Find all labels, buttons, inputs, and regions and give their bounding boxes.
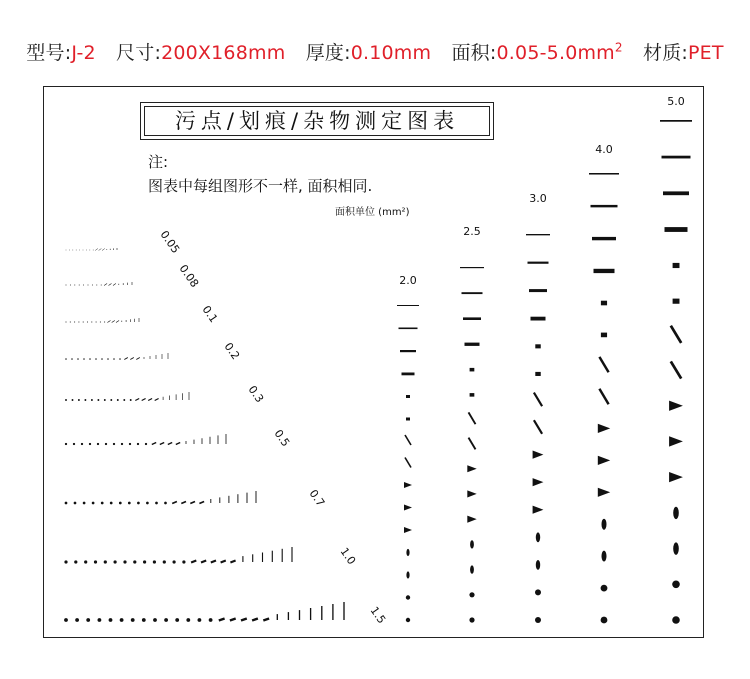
dot-mark — [406, 595, 410, 599]
slash-mark — [142, 399, 146, 401]
dot-mark — [469, 592, 474, 597]
bar-mark — [660, 120, 692, 122]
dot-mark — [65, 502, 68, 505]
dot-mark — [92, 285, 93, 286]
dot-mark — [83, 358, 85, 360]
dot-mark — [86, 250, 87, 251]
dot-mark — [406, 618, 410, 622]
dot-mark — [130, 399, 132, 401]
dot-mark — [78, 321, 79, 322]
ellipse-mark — [406, 571, 409, 578]
bar-mark — [402, 373, 415, 376]
dot-mark — [97, 399, 99, 401]
dot-mark — [96, 285, 97, 286]
slash-mark — [130, 358, 134, 360]
dot-mark — [71, 358, 73, 360]
dot-mark — [64, 618, 68, 622]
dot-mark — [601, 617, 608, 624]
dot-mark — [110, 399, 112, 401]
ellipse-mark — [602, 551, 607, 562]
bar-mark — [665, 227, 688, 232]
scratch-mark — [671, 326, 681, 343]
material-label: 材质: — [643, 42, 689, 64]
dot-mark — [74, 321, 75, 322]
triangle-mark — [669, 472, 683, 482]
slash-mark — [113, 284, 116, 286]
dot-mark — [469, 617, 474, 622]
slash-mark — [263, 619, 269, 621]
dot-mark — [91, 321, 92, 322]
dot-mark — [64, 560, 67, 563]
ellipse-mark — [602, 519, 607, 530]
ellipse-mark — [470, 540, 474, 548]
dot-mark — [81, 443, 83, 445]
material-value: PET — [688, 42, 724, 64]
slash-mark — [191, 561, 196, 563]
area-value: $0.05-5.0mm^2$ — [496, 40, 623, 64]
thickness-label: 厚度: — [305, 42, 351, 64]
slash-mark — [230, 619, 236, 621]
dot-mark — [66, 250, 67, 251]
square-mark — [601, 333, 607, 338]
dot-mark — [110, 502, 113, 505]
triangle-mark — [467, 516, 476, 523]
note-label: 注: — [148, 153, 169, 171]
size-label: 尺寸: — [116, 42, 162, 64]
dot-mark — [83, 502, 86, 505]
dot-mark — [101, 502, 104, 505]
bar-mark — [591, 205, 618, 207]
square-mark — [406, 395, 410, 398]
ellipse-mark — [470, 565, 474, 573]
square-mark — [406, 418, 410, 421]
scratch-mark — [599, 389, 608, 404]
dot-mark — [121, 443, 123, 445]
dot-mark — [74, 285, 75, 286]
ellipse-mark — [536, 532, 540, 542]
dot-mark — [119, 502, 122, 505]
dot-mark — [107, 358, 109, 360]
column-group-label: 2.5 — [463, 225, 481, 238]
ellipse-mark — [673, 542, 679, 554]
slash-mark — [104, 284, 107, 286]
triangle-mark — [533, 478, 544, 486]
slash-mark — [230, 561, 235, 563]
square-mark — [673, 263, 680, 268]
slash-mark — [168, 443, 172, 445]
dot-mark — [164, 502, 167, 505]
dot-mark — [153, 560, 156, 563]
dot-mark — [65, 321, 66, 322]
dot-mark — [104, 321, 105, 322]
dot-mark — [104, 560, 107, 563]
bar-mark — [526, 234, 550, 235]
dot-mark — [72, 250, 73, 251]
scratch-mark — [469, 412, 476, 424]
dot-mark — [114, 560, 117, 563]
model-label: 型号: — [26, 42, 72, 64]
triangle-mark — [598, 488, 610, 497]
bar-mark — [662, 156, 691, 159]
bar-mark — [663, 191, 689, 195]
dot-mark — [117, 399, 119, 401]
square-mark — [673, 299, 680, 304]
dot-mark — [74, 560, 77, 563]
dot-mark — [145, 443, 147, 445]
dot-mark — [88, 285, 89, 286]
slash-mark — [136, 358, 140, 360]
dot-mark — [76, 250, 77, 251]
square-mark — [535, 344, 540, 348]
dot-mark — [163, 560, 166, 563]
slash-mark — [124, 358, 128, 360]
diagonal-group-label: 0.3 — [245, 383, 267, 406]
scratch-mark — [405, 458, 411, 468]
ellipse-mark — [406, 549, 409, 556]
dot-mark — [133, 560, 136, 563]
bar-mark — [400, 350, 416, 352]
dot-mark — [137, 502, 140, 505]
dot-mark — [66, 285, 67, 286]
scratch-mark — [469, 438, 476, 450]
triangle-mark — [467, 490, 476, 497]
column-group-label: 2.0 — [399, 274, 417, 287]
triangle-mark — [404, 527, 412, 533]
dot-mark — [89, 250, 90, 251]
spec-header — [0, 38, 750, 65]
ellipse-mark — [536, 560, 540, 570]
diagonal-group-label: 0.08 — [176, 262, 202, 290]
dot-mark — [113, 358, 115, 360]
slash-mark — [201, 561, 206, 563]
diagonal-group-label: 1.0 — [337, 545, 359, 568]
slash-mark — [219, 619, 225, 621]
scratch-mark — [534, 420, 542, 434]
dot-mark — [101, 358, 103, 360]
diagonal-group-label: 0.7 — [306, 487, 328, 510]
dot-mark — [155, 502, 158, 505]
dot-mark — [96, 321, 97, 322]
dot-mark — [73, 443, 75, 445]
dot-mark — [95, 358, 97, 360]
scratch-mark — [599, 357, 608, 372]
triangle-mark — [533, 506, 544, 514]
bar-mark — [460, 267, 484, 268]
thickness-value: 0.10mm — [350, 42, 432, 64]
triangle-mark — [598, 424, 610, 433]
slash-mark — [176, 443, 180, 445]
dot-mark — [91, 399, 93, 401]
diagonal-group-label: 0.2 — [221, 340, 243, 363]
dot-mark — [86, 618, 90, 622]
dot-mark — [113, 443, 115, 445]
dot-mark — [87, 321, 88, 322]
diagonal-group-label: 0.1 — [199, 303, 221, 326]
triangle-mark — [404, 482, 412, 488]
bar-mark — [594, 269, 615, 273]
dot-mark — [83, 285, 84, 286]
slash-mark — [102, 249, 105, 251]
bar-mark — [397, 305, 419, 306]
dot-mark — [83, 321, 84, 322]
dot-mark — [72, 399, 74, 401]
dot-mark — [92, 502, 95, 505]
dot-mark — [69, 250, 70, 251]
slash-mark — [190, 502, 195, 504]
bar-mark — [529, 289, 547, 292]
dot-mark — [78, 399, 80, 401]
dot-mark — [146, 502, 149, 505]
dot-mark — [164, 618, 168, 622]
dot-mark — [182, 560, 185, 563]
dot-mark — [137, 443, 139, 445]
dot-mark — [77, 358, 79, 360]
dot-mark — [119, 358, 121, 360]
dot-mark — [128, 502, 131, 505]
bar-mark — [531, 317, 546, 321]
dot-mark — [100, 321, 101, 322]
bar-mark — [589, 173, 619, 175]
dot-mark — [101, 285, 102, 286]
slash-mark — [152, 443, 156, 445]
triangle-mark — [669, 436, 683, 446]
dot-mark — [535, 617, 541, 623]
dot-mark — [83, 250, 84, 251]
bar-mark — [462, 292, 483, 294]
dot-mark — [89, 443, 91, 445]
triangle-mark — [467, 465, 476, 472]
slash-mark — [155, 399, 159, 401]
scratch-mark — [671, 361, 681, 378]
scratch-mark — [405, 435, 411, 445]
slash-mark — [252, 619, 258, 621]
triangle-mark — [669, 401, 683, 411]
dot-mark — [153, 618, 157, 622]
slash-mark — [109, 284, 112, 286]
dot-mark — [105, 443, 107, 445]
dot-mark — [93, 250, 94, 251]
square-mark — [470, 393, 475, 397]
ellipse-mark — [673, 507, 679, 519]
dot-mark — [84, 399, 86, 401]
bar-mark — [463, 317, 481, 320]
slash-mark — [221, 561, 226, 563]
slash-mark — [116, 321, 119, 323]
column-group-label: 4.0 — [595, 143, 613, 156]
triangle-mark — [404, 505, 412, 511]
dot-mark — [98, 618, 102, 622]
dot-mark — [131, 618, 135, 622]
bar-mark — [528, 262, 549, 264]
slash-mark — [148, 399, 152, 401]
dot-mark — [142, 618, 146, 622]
column-group-label: 5.0 — [667, 95, 685, 108]
square-mark — [601, 301, 607, 306]
square-mark — [470, 368, 475, 372]
square-mark — [535, 372, 540, 376]
dot-mark — [123, 399, 125, 401]
area-superscript: 2 — [614, 40, 623, 55]
scratch-mark — [534, 393, 542, 407]
dot-mark — [672, 581, 680, 589]
dot-mark — [173, 560, 176, 563]
bar-mark — [399, 328, 418, 330]
model-value: J-2 — [71, 42, 96, 64]
triangle-mark — [598, 456, 610, 465]
area-label: 面积: — [451, 42, 497, 64]
chart-title: 污点/划痕/杂物测定图表 — [144, 106, 490, 136]
dot-mark — [143, 560, 146, 563]
unit-label: 面积单位 (mm²) — [335, 207, 410, 218]
dot-mark — [94, 560, 97, 563]
dot-mark — [65, 358, 67, 360]
slash-mark — [181, 502, 186, 504]
dot-mark — [65, 443, 67, 445]
dot-mark — [79, 285, 80, 286]
dot-mark — [601, 585, 608, 592]
column-group-label: 3.0 — [529, 192, 547, 205]
bar-mark — [465, 343, 480, 346]
note-text: 图表中每组图形不一样, 面积相同. — [148, 177, 373, 195]
dot-mark — [74, 502, 77, 505]
dot-mark — [79, 250, 80, 251]
slash-mark — [112, 321, 115, 323]
triangle-mark — [533, 451, 544, 459]
dot-mark — [89, 358, 91, 360]
diagonal-group-label: 0.5 — [271, 427, 293, 450]
dot-mark — [97, 443, 99, 445]
slash-mark — [135, 399, 139, 401]
dot-mark — [129, 443, 131, 445]
measurement-marks — [44, 87, 705, 639]
dot-mark — [123, 560, 126, 563]
dot-mark — [175, 618, 179, 622]
diagonal-group-label: 1.5 — [367, 604, 389, 627]
size-value: 200X168mm — [161, 42, 286, 64]
slash-mark — [199, 502, 204, 504]
dot-mark — [209, 618, 213, 622]
dot-mark — [84, 560, 87, 563]
dot-mark — [120, 618, 124, 622]
dot-mark — [109, 618, 113, 622]
dot-mark — [65, 399, 67, 401]
bar-mark — [592, 237, 616, 240]
slash-mark — [211, 561, 216, 563]
slash-mark — [95, 249, 98, 251]
slash-mark — [172, 502, 177, 504]
dot-mark — [672, 616, 680, 624]
dot-mark — [70, 321, 71, 322]
dot-mark — [104, 399, 106, 401]
dot-mark — [75, 618, 79, 622]
dot-mark — [198, 618, 202, 622]
dot-mark — [186, 618, 190, 622]
dot-mark — [70, 285, 71, 286]
dot-mark — [535, 589, 541, 595]
slash-mark — [241, 619, 247, 621]
diagonal-group-label: 0.05 — [157, 228, 183, 256]
slash-mark — [99, 249, 102, 251]
dirt-chart-card — [43, 86, 704, 638]
slash-mark — [160, 443, 164, 445]
slash-mark — [107, 321, 110, 323]
